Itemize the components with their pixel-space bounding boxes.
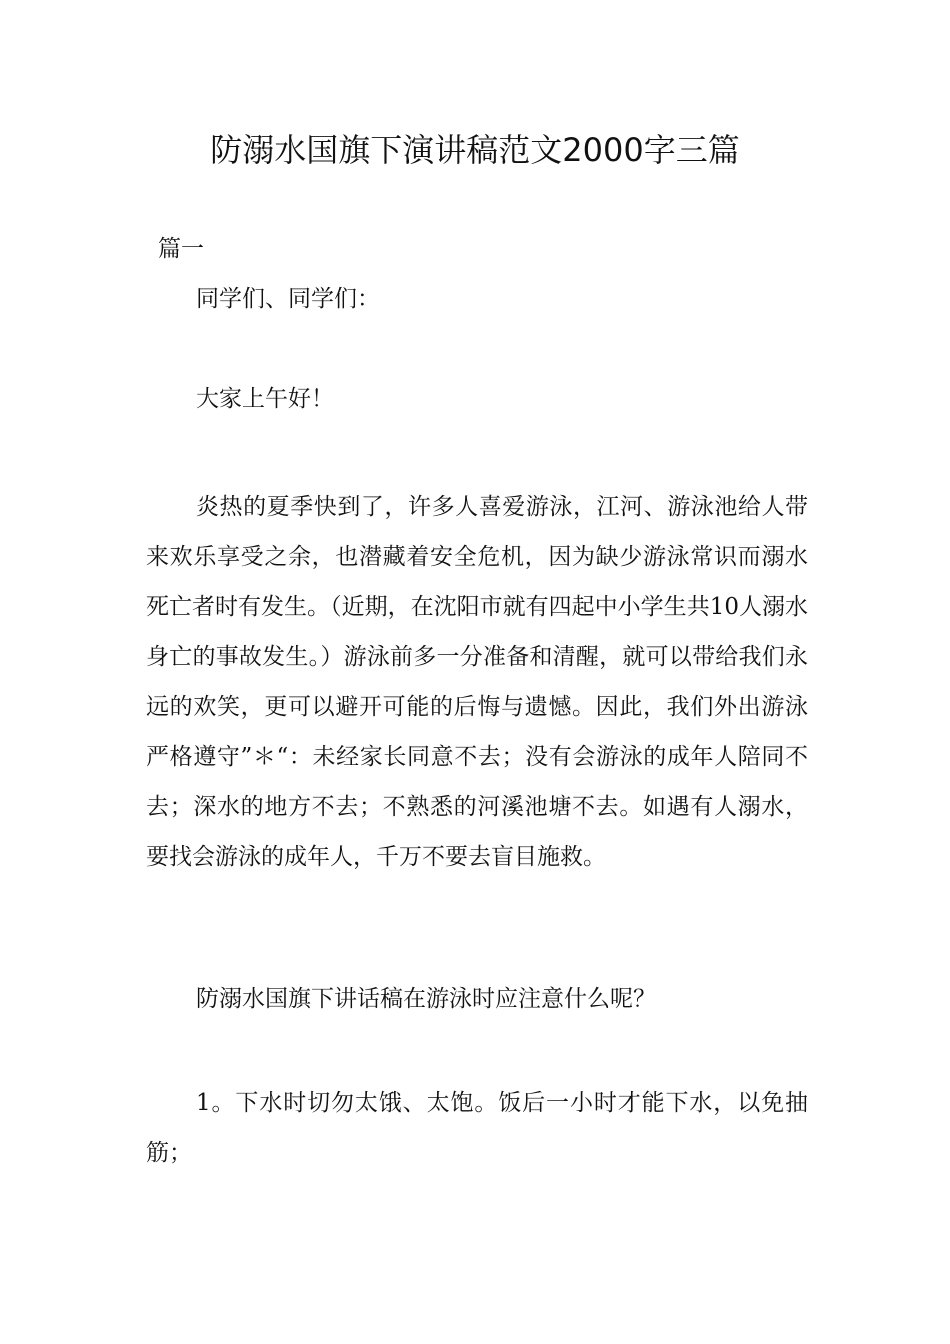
section-question: 防溺水国旗下讲话稿在游泳时应注意什么呢？ (196, 986, 656, 1012)
greeting-classmates: 同学们、同学们： (196, 286, 380, 312)
document-title: 防溺水国旗下演讲稿范文2000字三篇 (210, 131, 740, 169)
list-item-1: 1。下水时切勿太饿、太饱。饭后一小时才能下水，以免抽筋； (146, 1090, 808, 1166)
section-label: 篇一 (158, 236, 204, 262)
body-paragraph-1: 炎热的夏季快到了，许多人喜爱游泳，江河、游泳池给人带来欢乐享受之余，也潜藏着安全危机，因为缺少游泳常识而溺水死亡者时有发生。（近期，在沈阳市就有四起中小学生共10人溺水身亡的事故发生。）游泳前多一分准备和清醒，就可以带给我们永远的欢笑，更可以避开可能的后悔与遗憾。因此，我们外出游泳严格遵守”＊“：未经家长同意不去；没有会游泳的成年人陪同不去；深水的地方不去；不熟悉的河溪池塘不去。如遇有人溺水，要找会游泳的成年人，千万不要去盲目施救。 (146, 494, 808, 870)
greeting-good-morning: 大家上午好！ (196, 386, 334, 412)
